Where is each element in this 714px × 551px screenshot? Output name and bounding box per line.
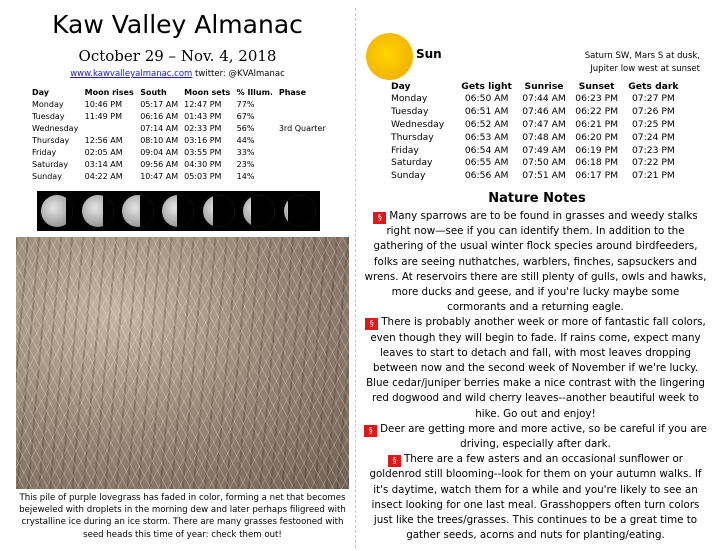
nature-note [361,209,710,315]
table-cell: 44% [236,136,255,146]
nature-note [361,452,710,543]
lovegrass-photo [16,237,349,489]
table-cell: 07:23 PM [631,144,675,156]
table-row [391,156,684,169]
header-cell: Sunrise [524,80,564,92]
table-cell: 11:49 PM [84,112,122,122]
header-cell: Day [391,80,411,92]
planet-notes [585,50,700,76]
table-cell: 23% [236,159,255,169]
moon-phase-icon [162,195,194,227]
table-cell: 12:47 PM [184,100,222,110]
table-cell: 05:03 PM [184,171,222,181]
moon-phase-icon [203,195,235,227]
header-cell: Moon rises [84,88,134,97]
table-cell: 07:46 AM [522,105,566,117]
bullet-icon: § [388,455,401,467]
bullet-icon: § [373,212,386,224]
table-cell: 07:24 PM [631,131,675,143]
table-cell: 06:53 AM [464,131,509,143]
table-cell [277,111,330,123]
web-links [0,68,355,80]
nature-notes-title: Nature Notes [488,191,586,206]
bullet-icon: § [365,318,378,330]
nature-note-text: There are a few asters and an occasional sunflower or goldenrod still blooming--look for them on your autumn walks. If it's daytime, watch them for a while and you're likely to see an insect looking for one last meal. Grasshoppers often turn colors just like the trees/grasses. This continues to be a great time to gather seeds, acorns and nuts for planting/eating. [369,453,702,542]
table-cell: Saturday [391,157,433,169]
table-cell: 33% [236,148,255,157]
table-cell: Friday [32,148,57,157]
nature-note-text: Many sparrows are to be found in grasses and weedy stalks right now—see if you can identify them. In addition to the gathering of the usual winter flock species around birdfeeders, folks are seeing nuthatches, warblers, finches, sapsuckers and wrens. At reservoirs there are still plenty of gulls, owls and hawks, more ducks and geese, and if you're lucky maybe some cormorants and a returning eagle. [364,210,707,314]
table-cell: 03:55 PM [184,148,222,157]
table-row [30,123,330,135]
header-cell: Sunset [578,80,615,92]
sun-title: Sun [416,47,442,61]
date-range: October 29 – Nov. 4, 2018 [78,47,277,65]
table-cell: Thursday [391,131,434,143]
header-cell: Phase [278,88,306,97]
table-row [391,105,684,118]
planet-line: Saturn SW, Mars S at dusk, [584,51,700,61]
table-cell: 02:33 PM [184,124,222,134]
table-cell: Saturday [32,159,69,169]
header-cell: Gets light [461,80,512,92]
table-cell: 07:47 AM [522,118,566,130]
table-cell: 07:14 AM [140,124,179,134]
table-cell: 06:55 AM [464,157,509,169]
table-cell: 07:48 AM [522,131,566,143]
table-cell: 07:22 PM [631,157,675,169]
table-row [30,99,330,111]
table-cell: 06:22 PM [575,105,619,117]
photo-caption: This pile of purple lovegrass has faded in color, forming a net that becomes bejeweled with droplets in the morning dew and later perhaps filigreed with crystalline ice during an ice storm. There are many grasses festooned with seed heads this time of year: check them out! [19,493,346,540]
table-row [30,147,330,159]
table-cell: 07:51 AM [522,170,566,182]
table-row [391,169,684,182]
table-cell: 07:49 AM [522,144,566,156]
table-cell: 05:17 AM [140,100,179,110]
table-cell: 67% [236,112,255,122]
table-cell: 06:50 AM [464,92,509,104]
header-cell: Day [32,88,50,97]
table-cell: 12:56 AM [84,136,123,146]
table-row [391,131,684,144]
table-cell: Sunday [32,171,62,181]
table-cell: Monday [391,92,428,104]
header-cell: Gets dark [628,80,679,92]
nature-note-text: Deer are getting more and more active, so be careful if you are driving, especially after dark. [380,422,707,451]
table-cell: 04:30 PM [184,159,222,169]
almanac-title: Kaw Valley Almanac [52,10,303,39]
table-row [391,92,684,105]
sun-icon [366,33,413,80]
table-cell: 07:27 PM [631,92,675,104]
table-cell: 09:04 AM [140,148,179,157]
table-cell: 08:10 AM [140,136,179,146]
table-cell: 06:16 AM [140,112,179,122]
header-cell: Moon sets [184,88,231,97]
table-cell: 10:46 PM [84,100,122,110]
table-cell: Wednesday [32,124,79,134]
table-row [30,135,330,147]
table-cell: 14% [236,171,255,181]
table-cell: 77% [236,100,255,110]
table-cell: 09:56 AM [140,159,179,169]
table-cell: Monday [32,100,64,110]
table-cell [277,158,330,170]
nature-note-text: There is probably another week or more of fantastic fall colors, even though they will begin to fade. If rains come, expect many leaves to start to detach and fall, with most leaves dropping between now and the second week of November if we're lucky. Blue cedar/juniper berries make a nice contrast with the lingering red dogwood and wild cherry leaves--another beautiful week to hike. Go out and enjoy! [366,316,706,420]
table-cell: 07:21 PM [631,170,675,182]
table-cell: 56% [236,124,255,134]
table-cell [83,123,139,135]
bullet-icon: § [364,425,377,437]
table-row [30,170,330,182]
table-cell: 06:17 PM [575,170,619,182]
moon-phase-icon [41,195,73,227]
moon-phase-icon [284,195,316,227]
table-row [391,144,684,157]
table-cell: 06:51 AM [464,105,509,117]
moon-phase-icon [122,195,154,227]
nature-note [361,315,710,421]
table-row [30,111,330,123]
table-cell: 06:18 PM [575,157,619,169]
table-cell: 06:52 AM [464,118,509,130]
table-cell [277,135,330,147]
table-cell [277,170,330,182]
moon-phase-icon [243,195,275,227]
table-cell: 02:05 AM [84,148,123,157]
table-cell: 01:43 PM [184,112,222,122]
table-row [30,158,330,170]
table-cell: 06:21 PM [575,118,619,130]
table-cell: Wednesday [391,118,445,130]
planet-line: Jupiter low west at sunset [590,64,700,74]
table-cell: 06:56 AM [464,170,509,182]
table-cell: Tuesday [391,105,429,117]
table-cell: Thursday [32,136,70,146]
moon-table [30,86,330,182]
table-cell: 06:19 PM [575,144,619,156]
table-cell: 06:20 PM [575,131,619,143]
website-link[interactable]: www.kawvalleyalmanac.com [70,69,193,79]
page-divider [355,8,356,548]
table-cell: 04:22 AM [84,171,123,181]
table-cell: 03:14 AM [84,159,123,169]
table-cell: Sunday [391,170,426,182]
table-cell: 07:50 AM [522,157,566,169]
table-cell [277,147,330,159]
table-cell: 06:54 AM [464,144,509,156]
table-cell: 3rd Quarter [278,124,326,134]
sun-table-header [391,80,684,92]
table-cell: 07:26 PM [631,105,675,117]
table-row [391,118,684,131]
table-cell: 06:23 PM [575,92,619,104]
table-cell: Tuesday [32,112,65,122]
header-cell: South [140,88,167,97]
header-cell: % Illum. [236,88,273,97]
table-cell: Friday [391,144,419,156]
moon-phase-strip [37,191,320,231]
table-cell: 10:47 AM [140,171,179,181]
moon-phase-icon [82,195,114,227]
twitter-handle: twitter: @KVAlmanac [195,69,285,79]
nature-note [361,422,710,452]
table-cell: 07:25 PM [631,118,675,130]
nature-notes [361,209,710,543]
moon-table-header [30,86,330,99]
table-cell [277,99,330,111]
table-cell: 03:16 PM [184,136,222,146]
sun-table [391,80,684,182]
table-cell: 07:44 AM [522,92,566,104]
